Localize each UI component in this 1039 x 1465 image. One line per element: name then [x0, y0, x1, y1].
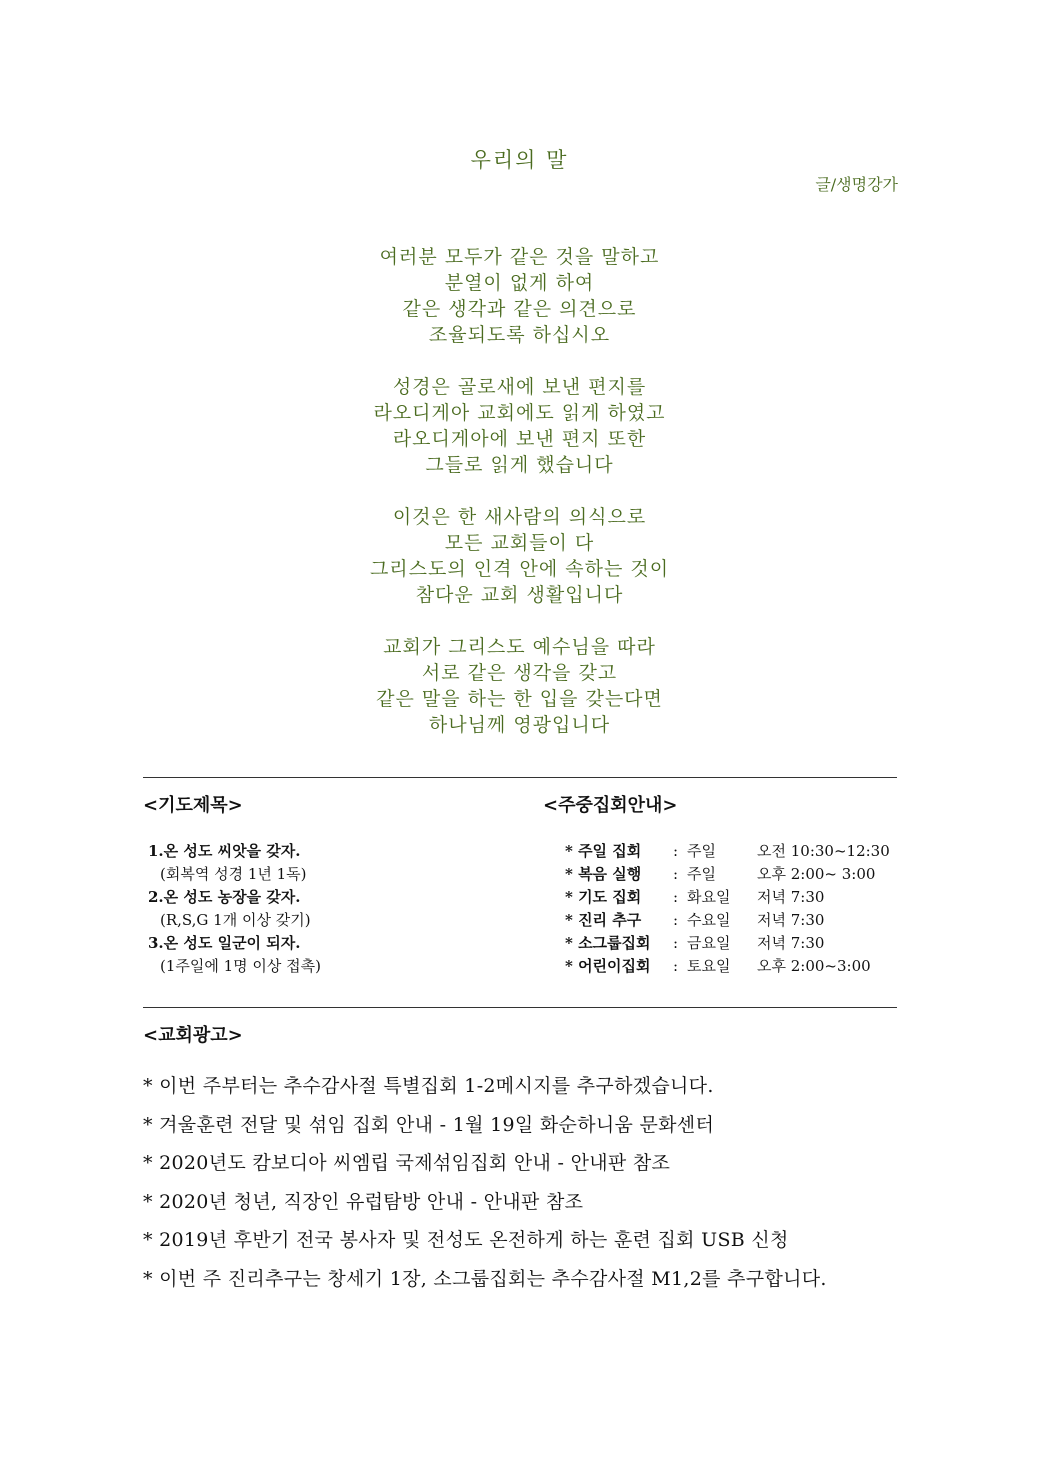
poem-line: 같은 생각과 같은 의견으로: [402, 298, 637, 320]
poem-line: 서로 같은 생각을 갖고: [421, 662, 618, 684]
prayer-item-note: (1주일에 1명 이상 접촉): [160, 957, 322, 975]
prayer-item-title: 3.온 성도 일군이 되자.: [148, 934, 301, 952]
meeting-day: 금요일: [687, 934, 731, 952]
poem-line: 여러분 모두가 같은 것을 말하고: [379, 246, 660, 268]
meeting-time: 오후 2:00~ 3:00: [757, 865, 876, 883]
ads-heading: <교회광고>: [143, 1025, 243, 1046]
ad-item: * 2020년도 캄보디아 씨엠립 국제섞임집회 안내 - 안내판 참조: [143, 1152, 671, 1174]
section-divider: [143, 1007, 897, 1008]
poem-line: 하나님께 영광입니다: [428, 714, 611, 736]
section-divider: [143, 777, 897, 778]
meeting-day: 화요일: [687, 888, 731, 906]
poem-line: 라오디게아에 보낸 편지 또한: [392, 428, 647, 450]
poem-line: 분열이 없게 하여: [444, 272, 595, 294]
meeting-time: 저녁 7:30: [757, 888, 825, 906]
poem-line: 모든 교회들이 다: [444, 532, 595, 554]
poem-stanza: [0, 634, 1039, 738]
meeting-row: [565, 955, 890, 978]
ad-item: * 2019년 후반기 전국 봉사자 및 전성도 온전하게 하는 훈련 집회 USB 신청: [143, 1229, 789, 1251]
meeting-colon: :: [673, 934, 679, 952]
poem-stanza: [0, 244, 1039, 348]
poem-line: 조율되도록 하십시오: [428, 324, 611, 346]
prayer-item-note: (회복역 성경 1년 1독): [160, 865, 307, 883]
meeting-name: * 어린이집회: [565, 957, 651, 975]
prayer-item-title: 2.온 성도 농장을 갖자.: [148, 888, 301, 906]
poem-line: 참다운 교회 생활입니다: [415, 584, 624, 606]
meeting-name: * 복음 실행: [565, 865, 642, 883]
ad-item: * 2020년 청년, 직장인 유럽탐방 안내 - 안내판 참조: [143, 1190, 584, 1213]
meeting-time: 저녁 7:30: [757, 911, 825, 929]
meeting-colon: :: [673, 911, 679, 929]
meeting-time: 오전 10:30~12:30: [757, 842, 890, 860]
meeting-time: 오후 2:00~3:00: [757, 957, 871, 975]
ad-item: * 이번 주부터는 추수감사절 특별집회 1-2메시지를 추구하겠습니다.: [143, 1075, 714, 1097]
meeting-row: [565, 840, 890, 863]
poem-body: [0, 244, 1039, 764]
prayer-list: [148, 840, 321, 978]
meeting-day: 수요일: [687, 911, 731, 929]
poem-line: 그리스도의 인격 안에 속하는 것이: [369, 558, 670, 580]
poem-line: 교회가 그리스도 예수님을 따라: [383, 636, 656, 658]
poem-line: 이것은 한 새사람의 의식으로: [392, 506, 647, 528]
ad-item: * 이번 주 진리추구는 창세기 1장, 소그룹집회는 추수감사절 M1,2를 추구합니다.: [143, 1267, 827, 1290]
meeting-day: 주일: [687, 865, 716, 883]
poem-line: 라오디게아 교회에도 읽게 하였고: [373, 402, 666, 424]
meeting-colon: :: [673, 865, 679, 883]
ad-item: * 겨울훈련 전달 및 섞임 집회 안내 - 1월 19일 화순하니움 문화센터: [143, 1113, 715, 1136]
meeting-colon: :: [673, 957, 679, 975]
poem-line: 그들로 읽게 했습니다: [425, 454, 614, 476]
poem-stanza: [0, 504, 1039, 608]
prayer-heading: <기도제목>: [143, 795, 243, 816]
meetings-list: [565, 840, 890, 978]
meeting-day: 토요일: [687, 957, 731, 975]
meeting-row: [565, 932, 890, 955]
meeting-name: * 소그룹집회: [565, 934, 651, 952]
meeting-row: [565, 886, 890, 909]
poem-stanza: [0, 374, 1039, 478]
prayer-item-title: 1.온 성도 씨앗을 갖자.: [148, 842, 301, 860]
meeting-row: [565, 863, 890, 886]
meetings-heading: <주중집회안내>: [543, 795, 678, 816]
meeting-colon: :: [673, 888, 679, 906]
poem-author: 글/생명강가: [815, 175, 898, 194]
poem-line: 같은 말을 하는 한 입을 갖는다면: [376, 688, 663, 710]
meeting-colon: :: [673, 842, 679, 860]
meeting-row: [565, 909, 890, 932]
poem-title: 우리의 말: [470, 148, 569, 172]
meeting-day: 주일: [687, 842, 716, 860]
meeting-name: * 주일 집회: [565, 842, 642, 860]
meeting-name: * 진리 추구: [565, 911, 642, 929]
poem-line: 성경은 골로새에 보낸 편지를: [392, 376, 647, 398]
ads-list: [143, 1072, 827, 1303]
prayer-item-note: (R,S,G 1개 이상 갖기): [160, 911, 311, 929]
meeting-time: 저녁 7:30: [757, 934, 825, 952]
meeting-name: * 기도 집회: [565, 888, 642, 906]
